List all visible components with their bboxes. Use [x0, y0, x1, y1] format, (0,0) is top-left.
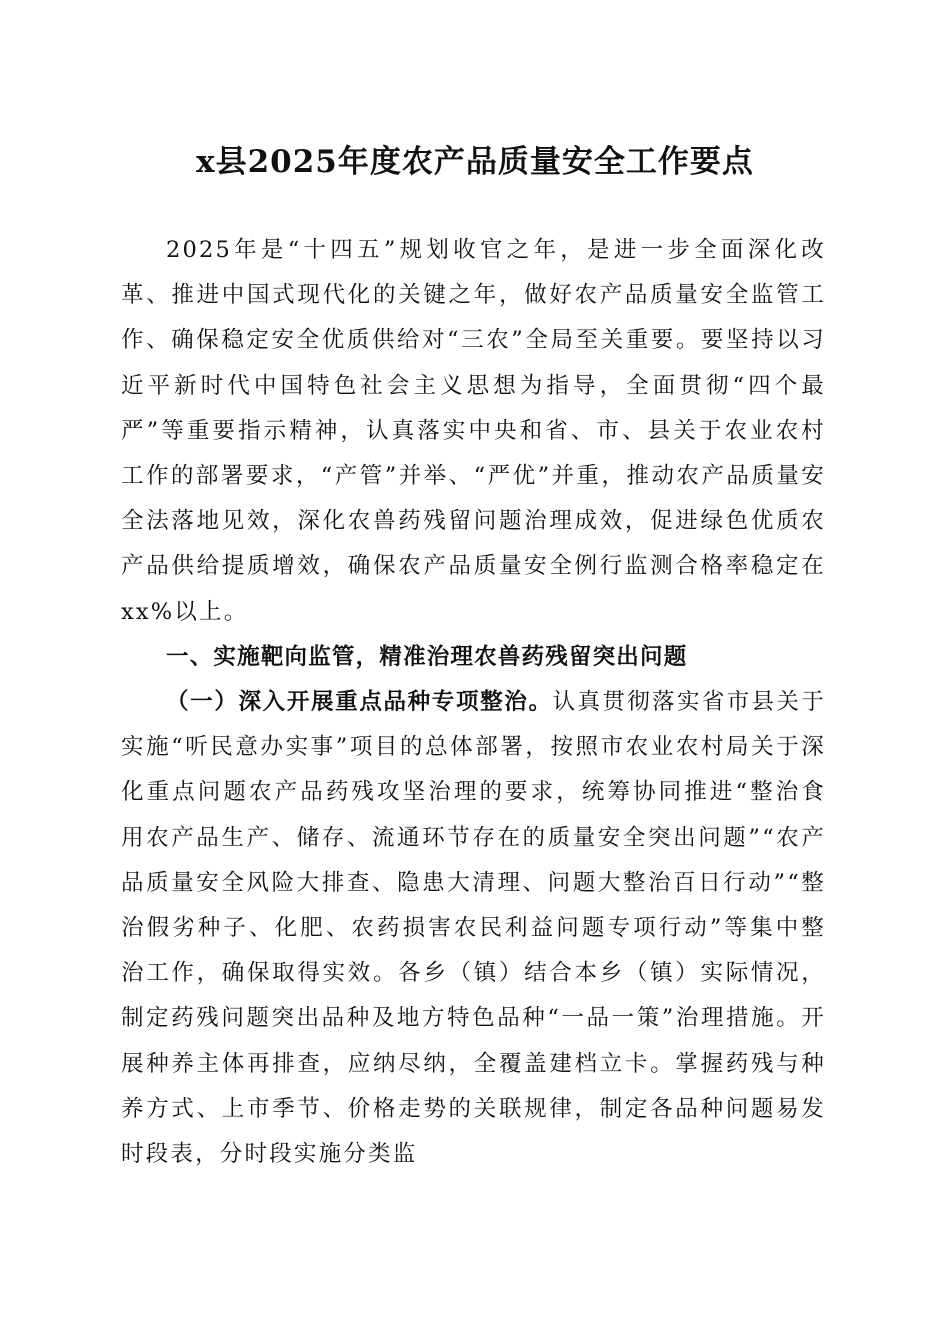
section-1-item-1-body: 认真贯彻落实省市县关于实施“听民意办实事”项目的总体部署，按照市农业农村局关于深化重点问题农产品药残攻坚治理的要求，统筹协同推进“整治食用农产品生产、储存、流通环节存在的质量安全突出问题”“农产品质量安全风险大排查、隐患大清理、问题大整治百日行动”“整治假劣种子、化肥、农药损害农民利益问题专项行动”等集中整治工作，确保取得实效。各乡（镇）结合本乡（镇）实际情况，制定药残问题突出品种及地方特色品种“一品一策”治理措施。开展种养主体再排查，应纳尽纳，全覆盖建档立卡。掌握药残与种养方式、上市季节、价格走势的关联规律，制定各品种问题易发时段表，分时段实施分类监 — [121, 689, 826, 1168]
intro-paragraph: 2025年是“十四五”规划收官之年，是进一步全面深化改革、推进中国式现代化的关键之年，做好农产品质量安全监管工作、确保稳定安全优质供给对“三农”全局至关重要。要坚持以习近平新时代中国特色社会主义思想为指导，全面贯彻“四个最严”等重要指示精神，认真落实中央和省、市、县关于农业农村工作的部署要求，“产管”并举、“严优”并重，推动农产品质量安全法落地见效，深化农兽药残留问题治理成效，促进绿色优质农产品供给提质增效，确保农产品质量安全例行监测合格率稳定在xx%以上。 — [121, 237, 826, 625]
document-title: x县2025年度农产品质量安全工作要点 — [196, 144, 754, 180]
document-body — [121, 228, 826, 1177]
section-1-item-1-lead: （一）深入开展重点品种专项整治。 — [166, 689, 553, 716]
section-1-item-1-paragraph — [121, 680, 826, 1177]
section-1-heading: 一、实施靶向监管，精准治理农兽药残留突出问题 — [166, 643, 688, 670]
